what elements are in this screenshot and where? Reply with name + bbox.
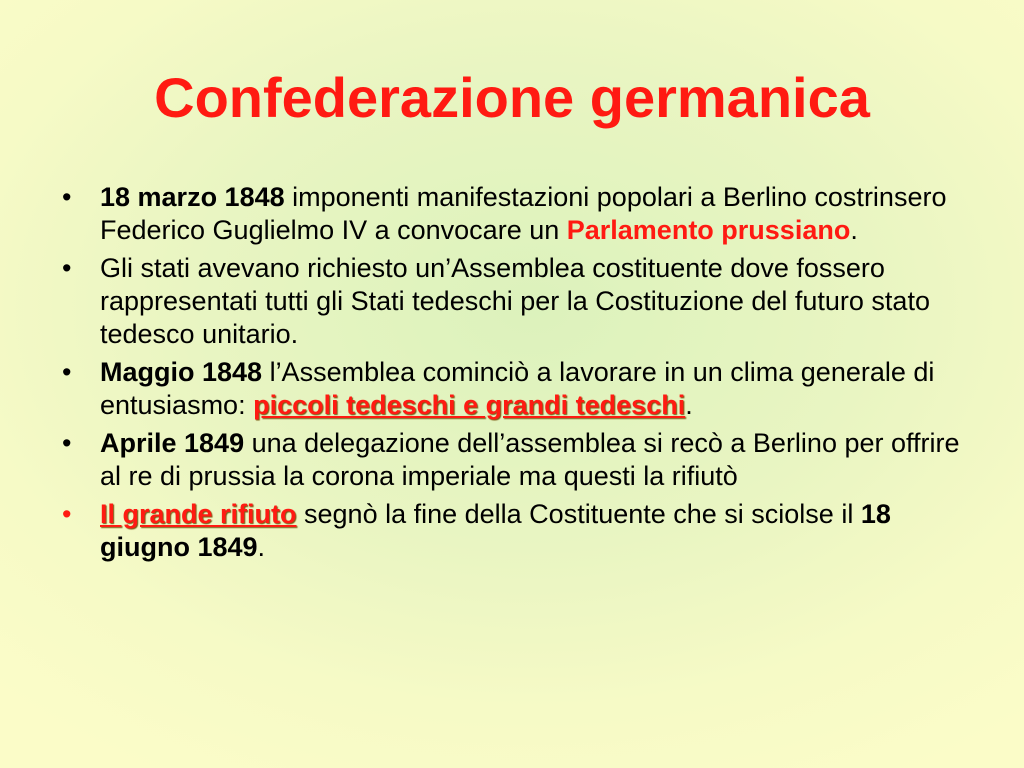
bullet-highlight: piccoli tedeschi e grandi tedeschi (253, 390, 686, 420)
bullet-date: Maggio 1848 (100, 357, 263, 387)
bullet-highlight: Parlamento prussiano (566, 215, 851, 245)
bullet-item (62, 252, 962, 351)
bullet-date: 18 giugno 1849 (100, 499, 891, 562)
bullet-item (62, 427, 962, 493)
bullet-date: 18 marzo 1848 (100, 182, 285, 212)
bullet-dot-icon: • (62, 253, 72, 283)
bullet-item (62, 498, 962, 564)
bullet-text: Gli stati avevano richiesto un’Assemblea costituente dove fossero rappresentati tutti gli Stati tedeschi per la Costituzione del futuro stato tedesco unitario. (100, 253, 930, 349)
bullet-item (62, 356, 962, 422)
bullet-text: . (850, 215, 858, 245)
bullet-list (62, 181, 962, 569)
bullet-item (62, 181, 962, 247)
bullet-dot-icon: • (62, 357, 72, 387)
bullet-highlight: Il grande rifiuto (100, 499, 297, 529)
slide-title: Confederazione germanica (154, 66, 870, 129)
bullet-text: l’Assemblea cominciò a lavorare in un clima generale di entusiasmo: (100, 357, 935, 420)
bullet-dot-icon: • (62, 499, 72, 529)
bullet-text: . (685, 390, 693, 420)
bullet-date: Aprile 1849 (100, 428, 245, 458)
bullet-text: segnò la fine della Costituente che si sciolse il (296, 499, 861, 529)
bullet-dot-icon: • (62, 182, 72, 212)
bullet-text: una delegazione dell’assemblea si recò a Berlino per offrire al re di prussia la corona imperiale ma questi la rifiutò (100, 428, 960, 491)
bullet-text: imponenti manifestazioni popolari a Berlino costrinsero Federico Guglielmo IV a convocare un (100, 182, 947, 245)
bullet-text: . (257, 532, 266, 562)
bullet-dot-icon: • (62, 428, 72, 458)
